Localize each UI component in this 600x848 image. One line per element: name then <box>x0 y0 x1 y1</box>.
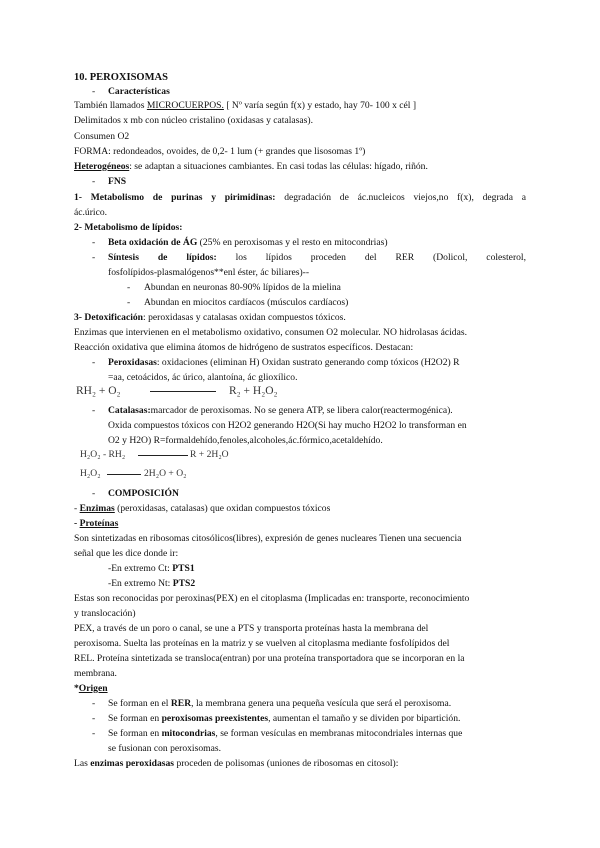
bullet-dash: - <box>92 728 96 739</box>
text-line: Abundan en miocitos cardíacos (músculos cardíacos) <box>144 297 349 308</box>
text-line: Síntesis de lípidos: los lípidos proceden del RER (Dolicol, colesterol, <box>108 252 526 263</box>
bullet-dash: - <box>92 176 96 187</box>
equation-products: R + 2H₂O <box>190 449 229 460</box>
equation-reactants: RH₂ + O₂ <box>76 385 121 397</box>
text-line: O2 y H2O) R=formaldehído,fenoles,alcoholes,ác.fórmico,acetaldehído. <box>108 435 383 446</box>
section-heading-origen: *Origen <box>74 683 108 694</box>
text-line: Son sintetizadas en ribosomas citosólicos(libres), expresión de genes nucleares Tienen una secuencia <box>74 533 462 544</box>
text-line: También llamados MICROCUERPOS. [ Nº varía según f(x) y estado, hay 70- 100 x cél ] <box>74 100 417 111</box>
text-line: Las enzimas peroxidasas proceden de polisomas (uniones de ribosomas en citosol): <box>74 758 399 769</box>
text-line: Beta oxidación de ÁG (25% en peroxisomas y el resto en mitocondrias) <box>108 237 388 248</box>
text-line: Peroxidasas: oxidaciones (eliminan H) Oxidan sustrato generando comp tóxicos (H2O2) R <box>108 357 460 368</box>
subheading-lipidos: 2- Metabolismo de lípidos: <box>74 222 183 233</box>
text-line: -En extremo Nt: PTS2 <box>108 578 196 589</box>
reaction-arrow <box>150 391 216 392</box>
text-line: -En extremo Ct: PTS1 <box>108 563 195 574</box>
text-line: ác.úrico. <box>74 207 108 218</box>
bullet-dash: - <box>92 252 96 263</box>
text-line: y translocación) <box>74 608 136 619</box>
text-line: Reacción oxidativa que elimina átomos de hidrógeno de sustratos específicos. Destacan: <box>74 342 414 353</box>
text-line: Se forman en peroxisomas preexistentes, aumentan el tamaño y se dividen por bipartición. <box>108 713 461 724</box>
text-line: Se forman en el RER, la membrana genera una pequeña vesícula que será el peroxisoma. <box>108 698 452 709</box>
bullet-dash: - <box>92 698 96 709</box>
bullet-dash: - <box>92 86 96 97</box>
text-line: FORMA: redondeados, ovoides, de 0,2- 1 lum (+ grandes que lisosomas 1º) <box>74 146 366 157</box>
page-title: 10. PEROXISOMAS <box>74 72 168 83</box>
text-line: - Proteínas <box>74 518 119 529</box>
equation-reactants: H₂O₂ - RH₂ <box>80 449 126 460</box>
text-line: Estas son reconocidas por peroxinas(PEX) en el citoplasma (Implicadas en: transporte, reconocimiento <box>74 593 470 604</box>
reaction-arrow <box>107 474 141 475</box>
bullet-dash: - <box>92 713 96 724</box>
text-line: REL. Proteína sintetizada se transloca(entran) por una proteína transportadora que se incorporan en la <box>74 653 465 664</box>
bullet-dash: - <box>92 488 96 499</box>
bullet-dash: - <box>92 405 96 416</box>
text-line: Catalasas:marcador de peroxisomas. No se genera ATP, se libera calor(reactermogénica). <box>108 405 453 416</box>
text-line: Enzimas que intervienen en el metabolismo oxidativo, consumen O2 molecular. NO hidrolasas ácidas. <box>74 327 467 338</box>
text-line: - Enzimas (peroxidasas, catalasas) que oxidan compuestos tóxicos <box>74 503 331 514</box>
text-line: peroxisoma. Suelta las proteínas en la matriz y se vuelven al citoplasma mediante fosfolípidos del <box>74 638 450 649</box>
equation-products: R₂ + H₂O₂ <box>229 385 278 397</box>
text-line: membrana. <box>74 668 117 679</box>
bullet-dash: - <box>127 282 131 293</box>
section-heading-composicion: COMPOSICIÓN <box>108 488 179 499</box>
text-line: Delimitados x mb con núcleo cristalino (oxidasas y catalasas). <box>74 115 313 126</box>
section-heading-fns: FNS <box>108 176 127 187</box>
text-line: Heterogéneos: se adaptan a situaciones cambiantes. En casi todas las células: hígado, riñón. <box>74 161 428 172</box>
text-line: Se forman en mitocondrias, se forman vesículas en membranas mitocondriales internas que <box>108 728 463 739</box>
text-line: PEX, a través de un poro o canal, se une a PTS y transporta proteínas hasta la membrana del <box>74 623 429 634</box>
text-line: señal que les dice donde ir: <box>74 548 179 559</box>
bullet-dash: - <box>92 357 96 368</box>
equation-reactants: H₂O₂ <box>80 468 101 479</box>
text-line: se fusionan con peroxisomas. <box>108 743 221 754</box>
equation-products: 2H₂O + O₂ <box>144 468 187 479</box>
reaction-arrow <box>138 455 188 456</box>
text-line: =aa, cetoácidos, ác úrico, alantoína, ác glioxílico. <box>108 372 298 383</box>
text-line: Abundan en neuronas 80-90% lípidos de la mielina <box>144 282 341 293</box>
text-line: Consumen O2 <box>74 131 130 142</box>
bullet-dash: - <box>92 237 96 248</box>
bullet-dash: - <box>127 297 131 308</box>
text-line: Oxida compuestos tóxicos con H2O2 generando H2O(Si hay mucho H2O2 lo transforman en <box>108 420 467 431</box>
text-line: fosfolípidos-plasmalógenos**enl éster, ác biliares)-- <box>108 267 310 278</box>
text-line: 1- Metabolismo de purinas y pirimidinas: degradación de ác.nucleicos viejos,no f(x), degrada a <box>74 192 526 203</box>
text-line: 3- Detoxificación: peroxidasas y catalasas oxidan compuestos tóxicos. <box>74 312 346 323</box>
section-heading-caracteristicas: Características <box>108 86 170 97</box>
